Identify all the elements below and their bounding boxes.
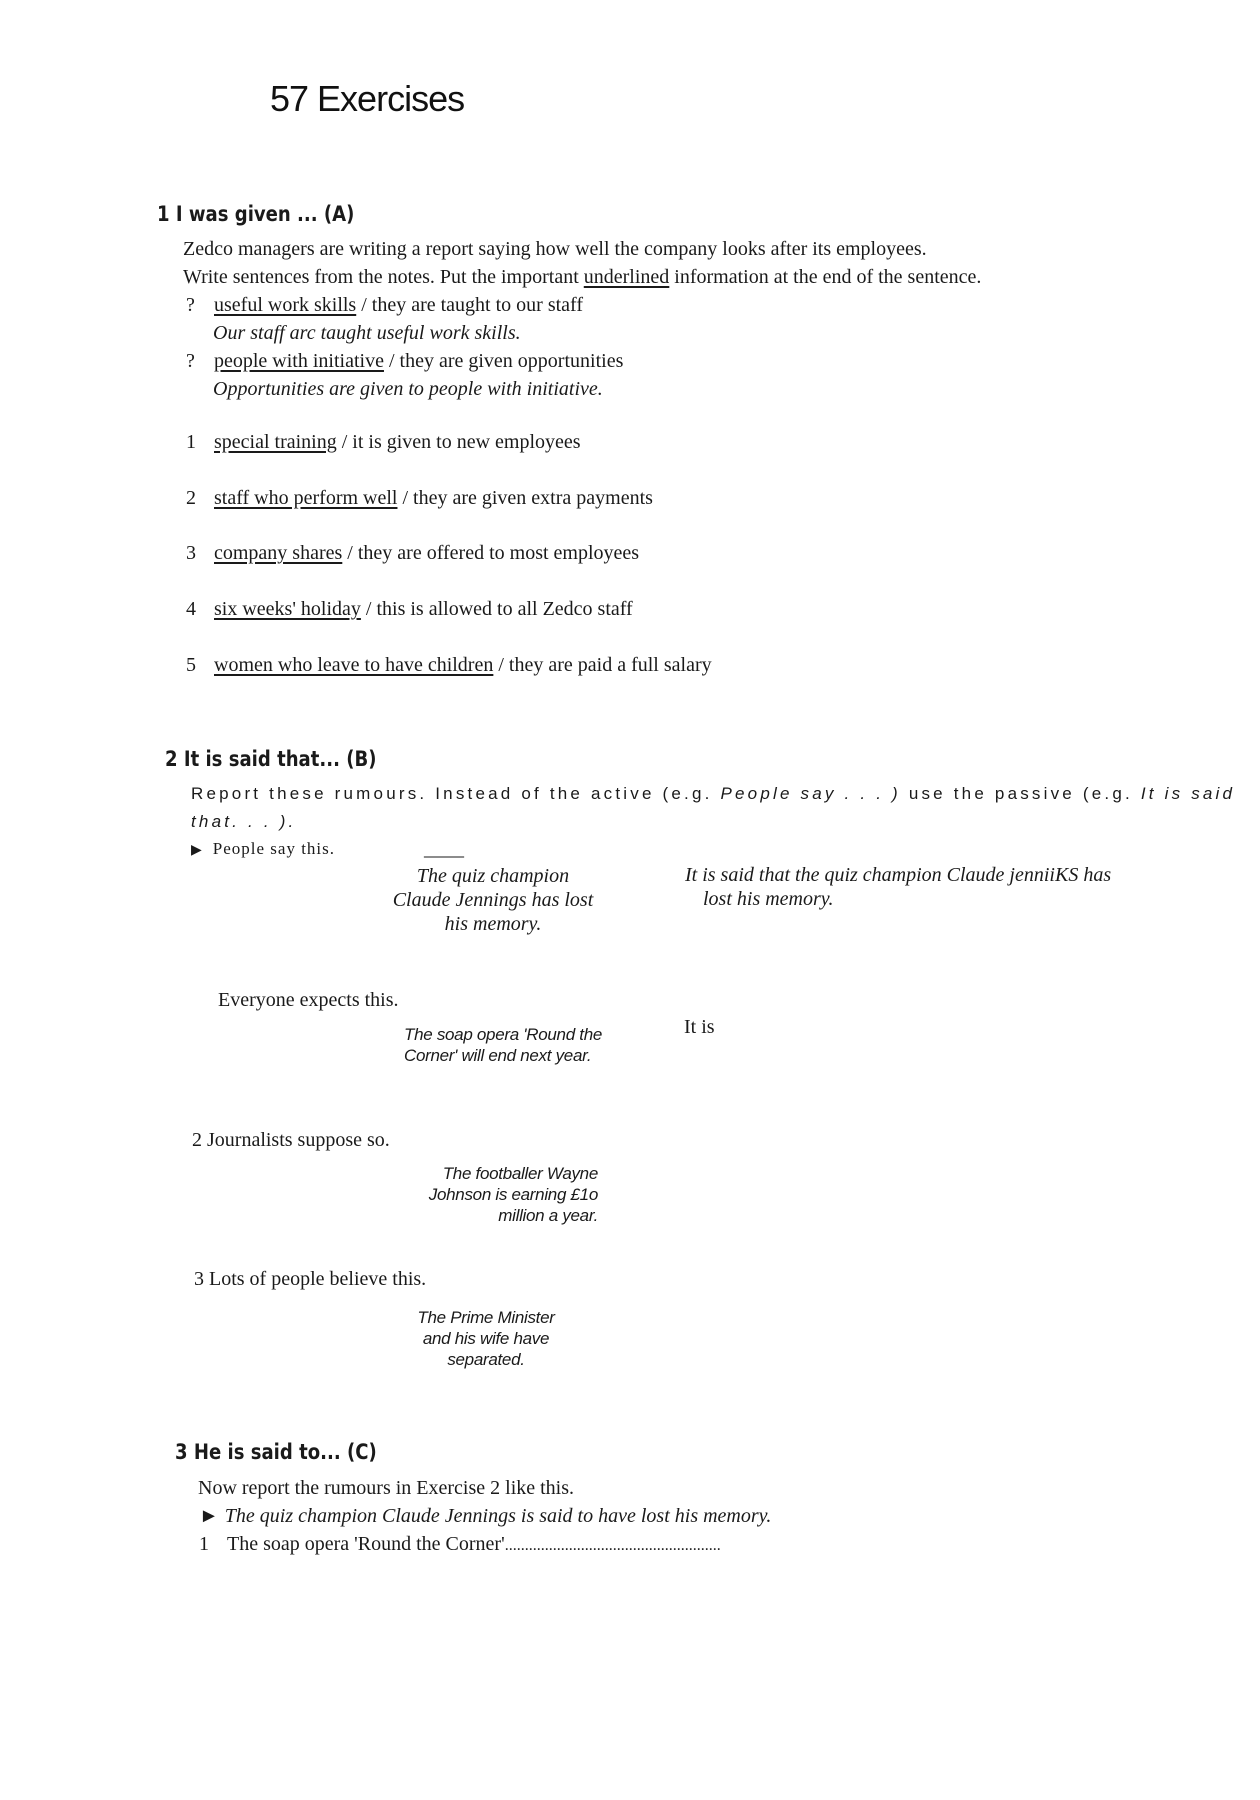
instruction-italic: It is said [1140,784,1236,803]
underlined-phrase: company shares [214,542,343,564]
instruction-text: use the passive (e.g. [900,784,1141,803]
question-1-answer-start: It is [684,1016,715,1038]
underlined-phrase: staff who perform well [214,487,398,509]
note-text: / this is allowed to all Zedco staff [360,598,633,620]
exercise-3-intro: Now report the rumours in Exercise 2 like this. [198,1477,575,1499]
exercise-2-heading: 2 It is said that... (B) [165,747,377,771]
example-answer: Our staff arc taught useful work skills. [213,322,521,344]
item-text: The soap opera 'Round the Corner' [227,1533,505,1555]
exercise-3-example [199,1505,771,1528]
exercise-1-heading: 1 I was given ... (A) [157,202,355,226]
underlined-phrase: people with initiative [214,350,384,372]
item-number: 2 [186,487,196,509]
example-answer-line-2: lost his memory. [703,888,834,910]
exercise-item [186,598,633,621]
answer-blank[interactable]: ...................................................... [504,1537,721,1554]
exercise-item [186,654,712,677]
example-answer-line-1: It is said that the quiz champion Claude jenniiKS has [685,864,1112,886]
exercise-3-item-1 [199,1533,721,1556]
item-number: 3 [186,542,196,564]
example-rule: ____ [424,838,464,860]
question-2-rumour-bubble: The footballer Wayne Johnson is earning £1o million a year. [428,1164,598,1225]
exercise-1-intro-line-1: Zedco managers are writing a report saying how well the company looks after its employees. [183,238,927,260]
intro-text: Write sentences from the notes. Put the important [183,266,584,288]
example-item [186,294,583,317]
example-answer: Opportunities are given to people with initiative. [213,378,603,400]
item-number: 1 [199,1533,209,1555]
exercise-item [186,487,653,510]
note-text: / they are taught to our staff [356,294,584,316]
exercise-3-heading: 3 He is said to... (C) [175,1440,377,1464]
underlined-phrase: six weeks' holiday [214,598,361,620]
exercise-item [186,542,639,565]
example-sentence: The quiz champion Claude Jennings is said to have lost his memory. [224,1505,772,1527]
exercise-item [186,431,581,454]
example-item [186,350,623,373]
item-number: 5 [186,654,196,676]
exercise-2-instruction-line-1 [191,784,1235,804]
example-marker: ? [186,294,195,316]
item-number: 1 [186,431,196,453]
example-rumour-bubble: The quiz champion Claude Jennings has lost his memory. [392,865,594,935]
instruction-text: Report these rumours. Instead of the active (e.g. [191,784,721,803]
example-label [191,839,335,859]
item-number: 4 [186,598,196,620]
intro-underlined-word: underlined [583,266,670,288]
note-text: / they are offered to most employees [342,542,640,564]
example-marker: ? [186,350,195,372]
underlined-phrase: special training [214,431,337,453]
exercise-2-instruction-line-2: that. . . ). [191,812,297,831]
note-text: / they are given extra payments [397,487,653,509]
note-text: / they are given opportunities [383,350,624,372]
instruction-italic: People say . . . ) [720,784,901,803]
question-2-label: 2 Journalists suppose so. [192,1129,390,1151]
note-text: / it is given to new employees [336,431,581,453]
example-label-text: People say this. [212,839,336,858]
question-3-rumour-bubble: The Prime Minister and his wife have separated. [417,1308,555,1369]
question-1-label: Everyone expects this. [218,989,399,1011]
note-text: / they are paid a full salary [493,654,712,676]
page-title: 57 Exercises [270,78,465,119]
question-1-rumour-bubble: The soap opera 'Round the Corner' will end next year. [404,1025,603,1065]
exercise-1-intro-line-2 [183,266,981,289]
question-3-label: 3 Lots of people believe this. [194,1268,427,1290]
underlined-phrase: women who leave to have children [214,654,494,676]
intro-text: information at the end of the sentence. [669,266,982,288]
play-arrow-icon: ▶ [191,843,203,858]
play-arrow-icon: ► [199,1505,219,1527]
underlined-phrase: useful work skills [214,294,357,316]
